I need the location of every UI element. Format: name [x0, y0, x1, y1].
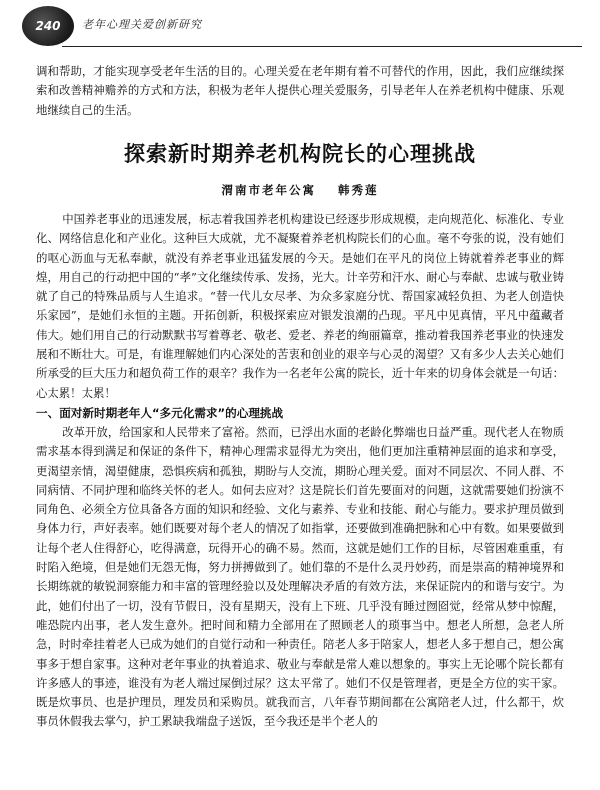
byline	[0, 182, 600, 198]
article-title: 探索新时期养老机构院长的心理挑战	[124, 141, 476, 166]
author-name: 韩秀莲	[338, 183, 379, 197]
section-heading: 一、面对新时期老年人“多元化需求”的心理挑战	[36, 405, 284, 420]
previous-article-ending	[36, 62, 564, 120]
header-divider	[62, 46, 582, 47]
page-number: 240	[35, 19, 61, 33]
section-paragraph: 改革开放，给国家和人民带来了富裕。然而，已浮出水面的老龄化弊端也日益严重。现代老人在物质需求基本得到满足和保证的条件下，精神心理需求显得尤为突出，他们更加注重精神层面的追求和享受，更渴望亲情，渴望健康，恐惧疾病和孤独，期盼与人交流，期盼心理关爱。面对不同层次、不同人群、不同病情、不同护理和临终关怀的老人。如何去应对？这是院长们首先要面对的问题，这就需要她们扮演不同角色、必须全方位具备各方面的知识和经验、文化与素养、专业和技能、耐心与能力。要求护理员做到身体力行，声好表率。她们既要对每个老人的情况了如指掌，还要做到准确把脉和心中有数。如果要做到让每个老人住得舒心，吃得满意，玩得开心的确不易。然而，这就是她们工作的目标，尽管困难重重，有时陷入绝境，但是她们无怨无悔，努力拼搏做到了。她们靠的不是什么灵丹妙药，而是崇高的精神境界和长期练就的敏锐洞察能力和丰富的管理经验以及处理解决矛盾的有效方法，来保证院内的和谐与安宁。为此，她们付出了一切，没有节假日，没有星期天，没有上下班、几乎没有睡过囫囵觉，经常从梦中惊醒，唯恐院内出事，老人发生意外。把时间和精力全部用在了照顾老人的琐事当中。想老人所想，急老人所急，时时牵挂着老人已成为她们的自觉行动和一种责任。陪老人多于陪家人，想老人多于想自己，想公寓事多于想自家事。这种对老年事业的执着追求、敬业与奉献是常人难以想象的。事实上无论哪个院长都有许多感人的事迹，谁没有为老人端过屎倒过尿？这太平常了。她们不仅是管理者，更是全方位的实干家。既是炊事员、也是护理员，理发员和采购员。就我而言，八年春节期间都在公寓陪老人过，什么都干，炊事员休假我去掌勺，护工累缺我端盘子送饭，至今我还是半个老人的	[36, 424, 564, 729]
article-body	[36, 210, 564, 732]
top-paragraph: 调和帮助，才能实现享受老年生活的目的。心理关爱在老年期有着不可替代的作用，因此，我们应继续探索和改善精神赡养的方式和方法，积极为老年人提供心理关爱服务，引导老年人在养老机构中健康、乐观地继续自己的生活。	[36, 64, 564, 117]
author-organization: 渭南市老年公寓	[221, 183, 316, 197]
running-header	[22, 6, 582, 48]
journal-name: 老年心理关爱创新研究	[82, 18, 202, 31]
intro-paragraph: 中国养老事业的迅速发展，标志着我国养老机构建设已经逐步形成规模，走向规范化、标准化、专业化、网络信息化和产业化。这种巨大成就，尤不凝聚着养老机构院长们的心血。毫不夸张的说，没有她们的呕心沥血与无私奉献，就没有养老事业迅猛发展的今天。是她们在平凡的岗位上铸就着养老事业的辉煌，用自己的行动把中国的“孝”文化继续传承、发扬，光大。计辛劳和汗水、耐心与奉献、忠诚与敬业铸就了自己的特殊品质与人生追求。“替一代儿女尽孝、为众多家庭分忧、帮国家减轻负担、为老人创造快乐家园”，是她们永恒的主题。开拓创新，积极探索应对银发浪潮的凸现。平凡中见真情，平凡中蕴藏者伟大。她们用自己的行动默默书写着尊老、敬老、爱老、养老的绚丽篇章，推动着我国养老事业的快速发展和不断壮大。可是，有谁理解她们内心深处的苦衷和创业的艰辛与心灵的渴望？又有多少人去关心她们所承受的巨大压力和超负荷工作的艰辛？我作为一名老年公寓的院长，近十年来的切身体会就是一句话：心太累！太累！	[36, 212, 564, 400]
page-number-badge	[22, 6, 74, 46]
